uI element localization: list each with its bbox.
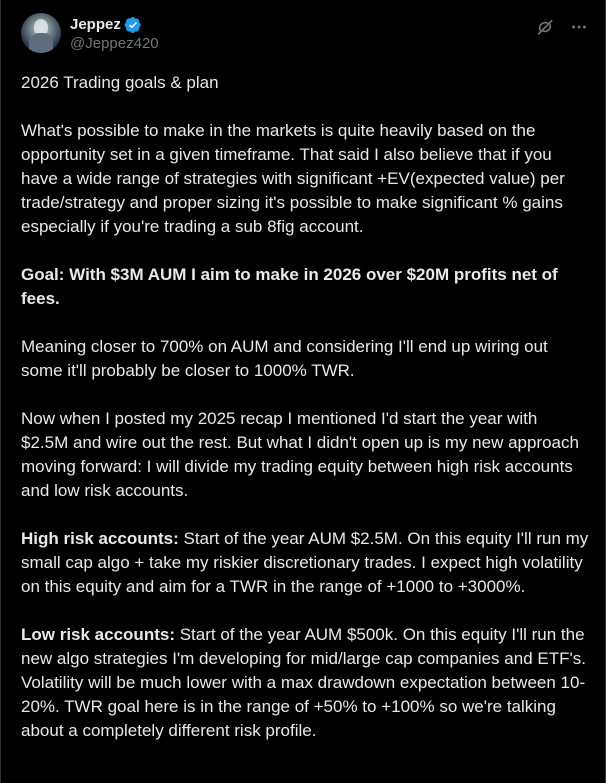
high-risk-text: Start of the year AUM $2.5M. On this equity I'll run my small cap algo + take my riskier discretionary trades. I expect high volatility on this equity and aim for a TWR in the range of +1000 to +3000%.: [21, 529, 589, 596]
low-risk-paragraph: [21, 623, 589, 743]
verified-badge-icon: [124, 16, 142, 34]
post-title: 2026 Trading goals & plan: [21, 73, 219, 92]
header-actions: [535, 17, 589, 37]
high-risk-label: High risk accounts:: [21, 529, 179, 548]
low-risk-label: Low risk accounts:: [21, 625, 175, 644]
author-names: [70, 15, 159, 53]
recap-paragraph: Now when I posted my 2025 recap I mentioned I'd start the year with $2.5M and wire out the rest. But what I didn't open up is my new approach moving forward: I will divide my trading equity between high risk accounts and low risk accounts.: [21, 409, 579, 500]
avatar[interactable]: [21, 13, 61, 53]
intro-paragraph: What's possible to make in the markets is quite heavily based on the opportunity set in a given timeframe. That said I also believe that if you have a wide range of strategies with significant +EV(expected value) per trade/strategy and proper sizing it's possible to make significant % gains especially if you're trading a sub 8fig account.: [21, 121, 565, 236]
more-horizontal-icon[interactable]: [569, 17, 589, 37]
high-risk-paragraph: [21, 527, 589, 599]
grok-icon[interactable]: [535, 17, 555, 37]
post-text: [21, 71, 589, 743]
display-name[interactable]: Jeppez: [70, 16, 121, 33]
goal-paragraph: Goal: With $3M AUM I aim to make in 2026 over $20M profits net of fees.: [21, 265, 558, 308]
low-risk-text: Start of the year AUM $500k. On this equity I'll run the new algo strategies I'm developing for mid/large cap companies and ETF's. Volatility will be much lower with a max drawdown expectation between 10-20%. TWR goal here is in the range of +50% to +100% so we're talking about a completely different risk profile.: [21, 625, 586, 740]
display-name-row: [70, 15, 159, 34]
post-header: [21, 13, 589, 61]
meaning-paragraph: Meaning closer to 700% on AUM and considering I'll end up wiring out some it'll probably be closer to 1000% TWR.: [21, 337, 548, 380]
handle[interactable]: @Jeppez420: [70, 35, 159, 52]
